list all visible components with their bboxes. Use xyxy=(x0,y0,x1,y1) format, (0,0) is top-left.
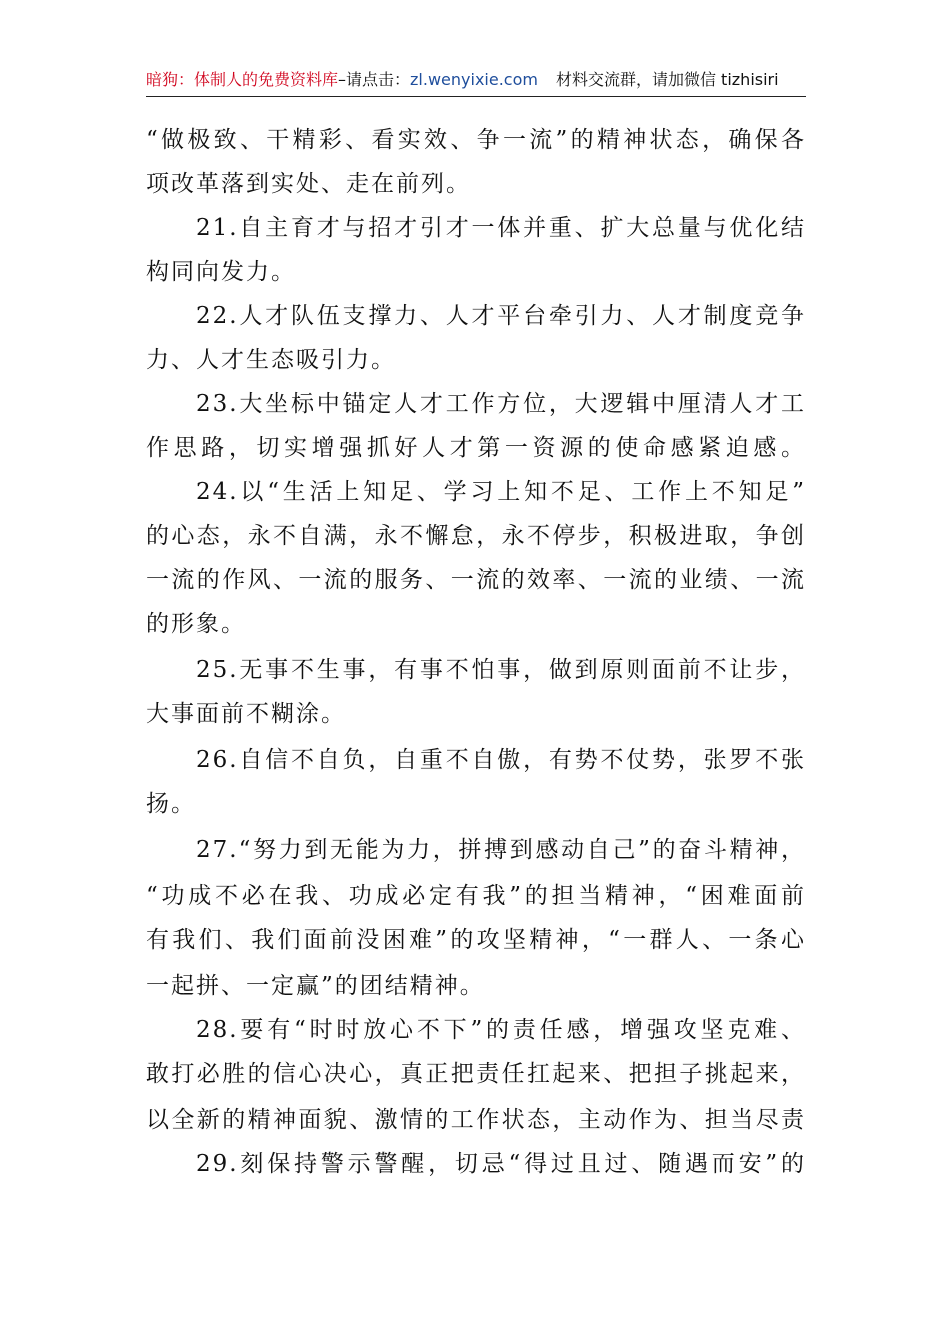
text-line: 22.人才队伍支撑力、人才平台牵引力、人才制度竞争 xyxy=(196,303,806,329)
text-line: 一流的作风、一流的服务、一流的效率、一流的业绩、一流 xyxy=(146,567,806,593)
text-line: 有我们、我们面前没困难”的攻坚精神，“一群人、一条心 xyxy=(146,927,806,953)
header-url-link[interactable]: zl.wenyixie.com xyxy=(410,70,538,89)
text-line: 力、人才生态吸引力。 xyxy=(146,347,396,373)
text-line: 作思路，切实增强抓好人才第一资源的使命感紧迫感。 xyxy=(146,435,806,461)
text-line: 21.自主育才与招才引才一体并重、扩大总量与优化结 xyxy=(196,215,806,241)
text-line: “功成不必在我、功成必定有我”的担当精神，“困难面前 xyxy=(146,883,806,909)
text-line: 的心态，永不自满，永不懈怠，永不停步，积极进取，争创 xyxy=(146,523,806,549)
text-line: 的形象。 xyxy=(146,611,246,637)
text-line: 24.以“生活上知足、学习上知不足、工作上不知足” xyxy=(196,479,806,505)
text-line: 28.要有“时时放心不下”的责任感，增强攻坚克难、 xyxy=(196,1017,806,1043)
text-line: 25.无事不生事，有事不怕事，做到原则面前不让步， xyxy=(196,657,806,683)
text-line: 敢打必胜的信心决心，真正把责任扛起来、把担子挑起来， xyxy=(146,1061,806,1087)
header-contact: 材料交流群，请加微信 tizhisiri xyxy=(555,70,779,89)
text-line: 27.“努力到无能为力，拼搏到感动自己”的奋斗精神， xyxy=(196,837,806,863)
text-line: 项改革落到实处、走在前列。 xyxy=(146,171,471,197)
text-line: 大事面前不糊涂。 xyxy=(146,701,346,727)
header-brand: 暗狗：体制人的免费资料库 xyxy=(146,70,339,89)
text-line: 26.自信不自负，自重不自傲，有势不仗势，张罗不张 xyxy=(196,747,806,773)
text-line: 以全新的精神面貌、激情的工作状态，主动作为、担当尽责 xyxy=(146,1107,806,1133)
text-line: 29.刻保持警示警醒，切忌“得过且过、随遇而安”的 xyxy=(196,1151,806,1177)
text-line: 构同向发力。 xyxy=(146,259,296,285)
page-header xyxy=(146,68,806,97)
text-line: 一起拼、一定赢”的团结精神。 xyxy=(146,973,485,999)
header-prompt: –请点击： xyxy=(338,70,411,89)
text-line: 23.大坐标中锚定人才工作方位，大逻辑中厘清人才工 xyxy=(196,391,806,417)
text-line: “做极致、干精彩、看实效、争一流”的精神状态，确保各 xyxy=(146,127,806,153)
text-line: 扬。 xyxy=(146,791,196,817)
